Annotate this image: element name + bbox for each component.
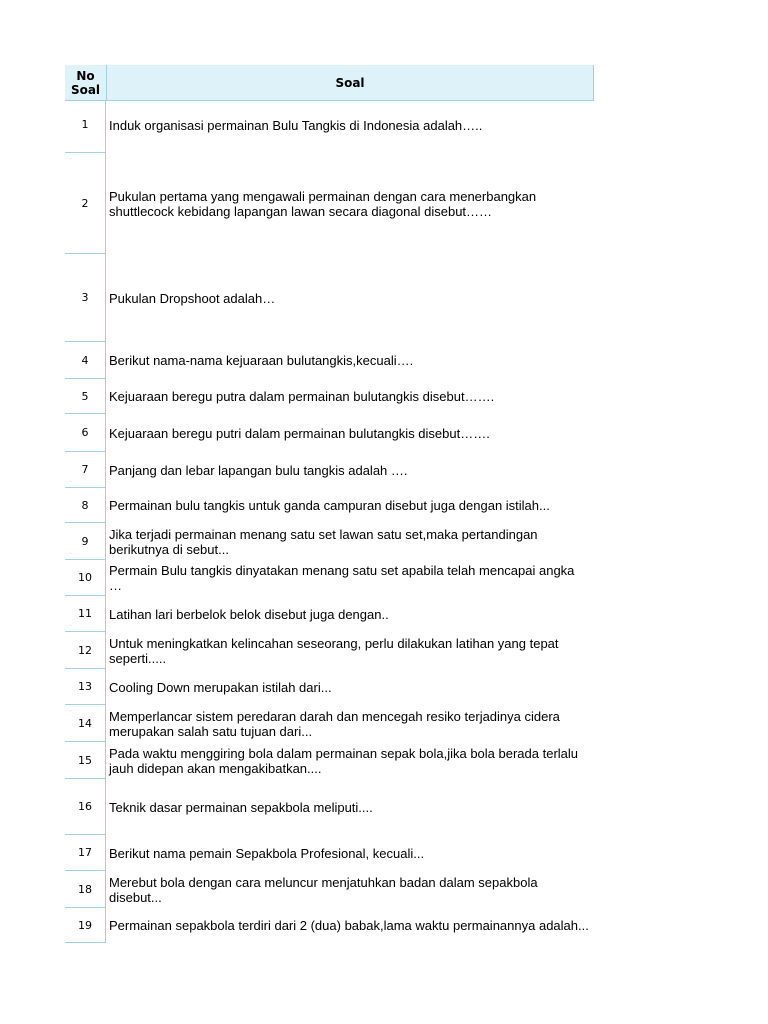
header-no-soal-label: [71, 69, 100, 97]
question-text: Berikut nama pemain Sepakbola Profesional, kecuali...: [109, 845, 425, 861]
table-row: [65, 742, 594, 779]
question-text: Pada waktu menggiring bola dalam permainan sepak bola,jika bola berada terlalu jauh didepan akan mengakibatkan....: [109, 745, 579, 776]
question-number: 7: [65, 452, 106, 488]
table-row: [65, 871, 594, 908]
question-text: Permainan bulu tangkis untuk ganda campuran disebut juga dengan istilah...: [109, 498, 550, 513]
question-text: Jika terjadi permainan menang satu set lawan satu set,maka pertandingan berikutnya di sebut...: [109, 526, 538, 557]
header-soal: Soal: [107, 65, 594, 100]
table-row: [65, 560, 594, 596]
question-table: [65, 65, 594, 943]
question-text: Permain Bulu tangkis dinyatakan menang satu set apabila telah mencapai angka …: [109, 563, 575, 593]
question-number: 13: [65, 669, 106, 705]
header-no-line2: Soal: [70, 82, 101, 97]
table-row: [65, 452, 594, 488]
table-row: [65, 523, 594, 560]
table-row: [65, 342, 594, 379]
question-text: Induk organisasi permainan Bulu Tangkis di Indonesia adalah…..: [109, 118, 483, 133]
table-row: [65, 153, 594, 254]
table-row: [65, 835, 594, 871]
question-number: 17: [65, 835, 106, 871]
question-text: Kejuaraan beregu putri dalam permainan bulutangkis disebut…….: [109, 425, 490, 441]
question-number: 11: [65, 596, 106, 632]
table-row: [65, 596, 594, 632]
question-text: Merebut bola dengan cara meluncur menjatuhkan badan dalam sepakbola disebut...: [109, 874, 538, 905]
table-row: [65, 779, 594, 835]
table-row: [65, 908, 594, 943]
question-text: Teknik dasar permainan sepakbola meliputi....: [109, 799, 373, 815]
question-number: 3: [65, 254, 106, 342]
table-row: [65, 488, 594, 523]
header-no-line1: No: [76, 68, 95, 83]
question-text: Panjang dan lebar lapangan bulu tangkis adalah ….: [109, 462, 408, 478]
table-row: [65, 379, 594, 414]
question-number: 19: [65, 908, 106, 943]
table-header: [65, 65, 594, 101]
table-row: [65, 669, 594, 705]
question-text: Cooling Down merupakan istilah dari...: [109, 679, 332, 695]
table-row: [65, 101, 594, 153]
question-number: 1: [65, 101, 106, 153]
question-number: 15: [65, 742, 106, 779]
question-text: Kejuaraan beregu putra dalam permainan bulutangkis disebut…….: [109, 389, 495, 404]
header-no-soal: [65, 65, 107, 100]
question-text: Latihan lari berbelok belok disebut juga dengan..: [109, 606, 389, 622]
question-number: 8: [65, 488, 106, 523]
question-number: 9: [65, 523, 106, 560]
question-number: 16: [65, 779, 106, 835]
table-row: [65, 254, 594, 342]
question-number: 18: [65, 871, 106, 908]
question-text: Pukulan Dropshoot adalah…: [109, 290, 276, 306]
question-number: 6: [65, 414, 106, 452]
question-text: Permainan sepakbola terdiri dari 2 (dua) babak,lama waktu permainannya adalah...: [109, 918, 589, 933]
question-number: 5: [65, 379, 106, 414]
question-text: Berikut nama-nama kejuaraan bulutangkis,kecuali….: [109, 353, 414, 368]
question-text: Pukulan pertama yang mengawali permainan dengan cara menerbangkan shuttlecock kebidang lapangan lawan secara diagonal disebut……: [109, 188, 537, 219]
question-text: Untuk meningkatkan kelincahan seseorang, perlu dilakukan latihan yang tepat seperti.....: [109, 635, 559, 666]
question-number: 12: [65, 632, 106, 669]
question-text: Memperlancar sistem peredaran darah dan mencegah resiko terjadinya cidera merupakan salah satu tujuan dari...: [109, 708, 560, 739]
question-number: 10: [65, 560, 106, 596]
question-number: 4: [65, 342, 106, 379]
question-number: 2: [65, 153, 106, 254]
table-row: [65, 414, 594, 452]
question-number: 14: [65, 705, 106, 742]
table-row: [65, 632, 594, 669]
table-row: [65, 705, 594, 742]
